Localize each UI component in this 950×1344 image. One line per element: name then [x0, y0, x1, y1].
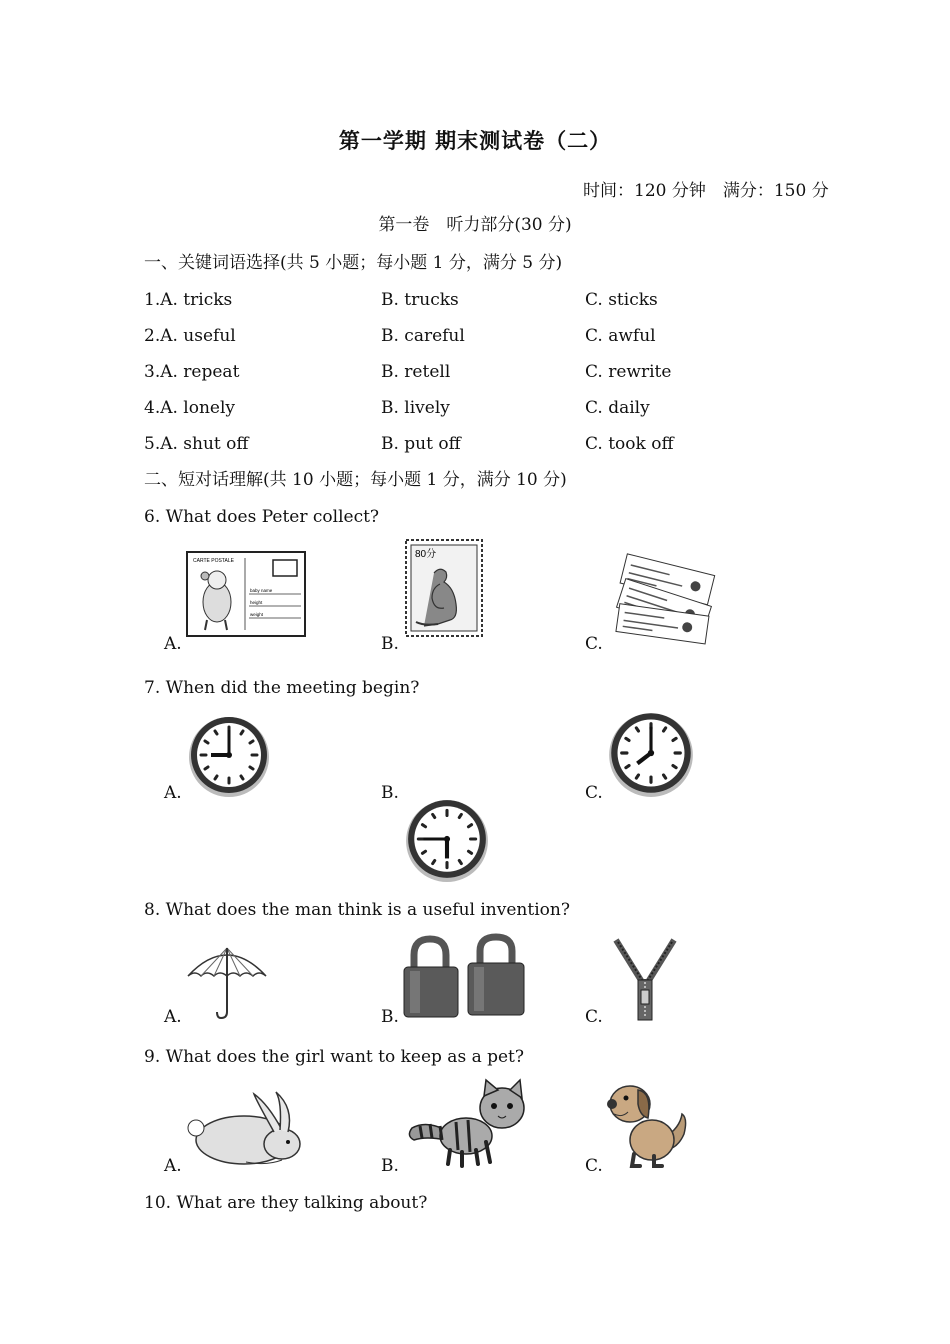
postcard-image — [185, 550, 307, 640]
question-10: 10. What are they talking about? — [144, 1193, 428, 1213]
option-text: 2.A. useful — [144, 326, 236, 346]
option-text: C. took off — [585, 434, 674, 454]
umbrella-image — [185, 942, 269, 1022]
question-8: 8. What does the man think is a useful invention? — [144, 900, 570, 920]
question-6: 6. What does Peter collect? — [144, 507, 380, 527]
option-label: C. — [585, 1156, 603, 1176]
option-text: 4.A. lonely — [144, 398, 236, 418]
zipper-image — [612, 938, 678, 1020]
section2-heading: 二、短对话理解(共 10 小题；每小题 1 分，满分 10 分) — [144, 470, 567, 490]
postcard-line3: weight — [250, 612, 264, 617]
option-label: A. — [164, 783, 182, 803]
postcard-header: CARTE POSTALE — [193, 558, 234, 564]
page-title: 第一学期 期末测试卷（二） — [338, 128, 612, 153]
option-label: B. — [381, 1007, 399, 1027]
cat-image — [406, 1080, 526, 1168]
option-text: 1.A. tricks — [144, 290, 233, 310]
option-text: C. sticks — [585, 290, 658, 310]
option-text: 3.A. repeat — [144, 362, 240, 382]
option-text: 5.A. shut off — [144, 434, 249, 454]
postcard-line1: baby name — [250, 588, 273, 593]
option-text: C. awful — [585, 326, 656, 346]
option-text: C. daily — [585, 398, 650, 418]
option-label: B. — [381, 634, 399, 654]
volume-heading: 第一卷 听力部分(30 分) — [378, 215, 572, 235]
option-text: B. careful — [381, 326, 465, 346]
option-text: B. retell — [381, 362, 451, 382]
option-text: B. trucks — [381, 290, 459, 310]
padlocks-image — [402, 933, 526, 1021]
option-label: A. — [164, 634, 182, 654]
exam-meta: 时间：120 分钟 满分：150 分 — [583, 181, 829, 201]
option-label: B. — [381, 783, 399, 803]
option-label: C. — [585, 634, 603, 654]
clock-nine-image — [186, 712, 272, 798]
dog-image — [604, 1078, 690, 1170]
section1-heading: 一、关键词语选择(共 5 小题；每小题 1 分，满分 5 分) — [144, 253, 563, 273]
question-9: 9. What does the girl want to keep as a pet? — [144, 1047, 524, 1067]
option-text: B. put off — [381, 434, 461, 454]
option-label: A. — [164, 1156, 182, 1176]
rabbit-image — [186, 1090, 308, 1168]
kangaroo-stamp-image — [404, 538, 484, 638]
option-label: A. — [164, 1007, 182, 1027]
stamp-value: 80分 — [415, 549, 437, 560]
option-label: B. — [381, 1156, 399, 1176]
clock-eight-image — [606, 708, 696, 798]
clock-six-forty-five-image — [403, 795, 491, 883]
question-7: 7. When did the meeting begin? — [144, 678, 420, 698]
option-label: C. — [585, 783, 603, 803]
option-label: C. — [585, 1007, 603, 1027]
tickets-image — [612, 550, 716, 644]
option-text: C. rewrite — [585, 362, 672, 382]
postcard-line2: height — [250, 600, 263, 605]
option-text: B. lively — [381, 398, 450, 418]
